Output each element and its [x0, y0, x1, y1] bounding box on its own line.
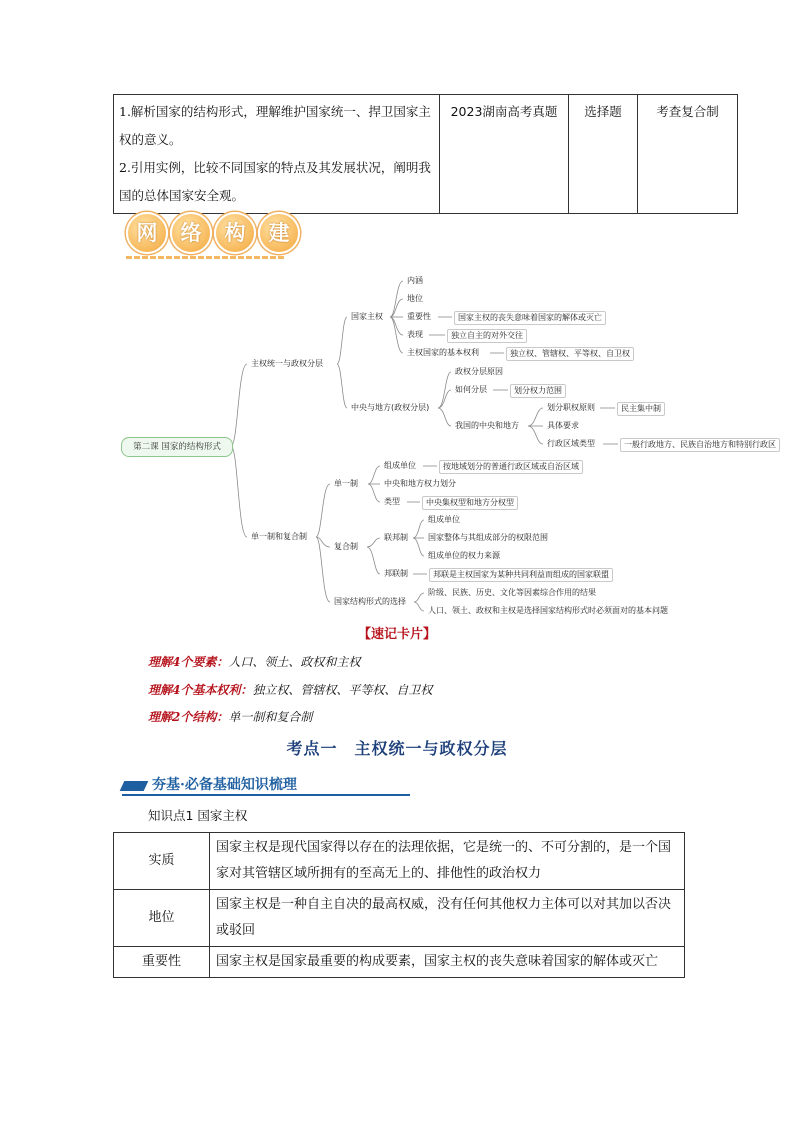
banner-char: 建: [258, 212, 300, 254]
table-row: [114, 947, 685, 978]
knowledge-point-title: 知识点1 国家主权: [148, 808, 248, 823]
node-connotation: 内涵: [407, 276, 423, 285]
subsection-rule: [122, 794, 410, 796]
memo-line-2: [148, 681, 432, 698]
node-central-local: 中央与地方(政权分层): [351, 403, 430, 412]
node-how-layer-detail: 划分权力范围: [510, 384, 566, 398]
memo-val-3: 单一制和复合制: [228, 710, 313, 724]
memo-key-2: 理解4个基本权利：: [148, 683, 253, 697]
node-importance: 重要性: [407, 312, 431, 321]
focus-cell: 考查复合制: [638, 95, 738, 214]
memo-val-2: 独立权、管辖权、平等权、自卫权: [252, 683, 433, 697]
node-unit-composition-detail: 按地域划分的普通行政区域或自治区域: [439, 460, 583, 474]
node-state-sovereignty: 国家主权: [351, 312, 383, 321]
objective-2: 2.引用实例，比较不同国家的特点及其发展状况，阐明我国的总体国家安全观。: [119, 160, 431, 203]
node-basic-rights: 主权国家的基本权利: [407, 348, 479, 357]
node-unitary-types: 类型: [384, 497, 400, 506]
table-value: 国家主权是国家最重要的构成要素，国家主权的丧失意味着国家的解体或灭亡: [210, 947, 685, 978]
node-confederation: 邦联制: [384, 569, 408, 578]
memo-line-1: [148, 653, 360, 670]
banner-char: 构: [214, 212, 256, 254]
node-structure-choice: 国家结构形式的选择: [334, 597, 406, 606]
memo-val-1: 人口、领土、政权和主权: [228, 655, 361, 669]
memo-line-3: [148, 708, 312, 725]
node-federal-source: 组成单位的权力来源: [428, 551, 500, 560]
node-choice-factor-2: 人口、领土、政权和主权是选择国家结构形式时必须面对的基本问题: [428, 606, 668, 615]
banner-char: 网: [126, 212, 168, 254]
node-principle-detail: 民主集中制: [617, 402, 665, 416]
table-row: [114, 890, 685, 947]
node-principle: 划分职权原则: [547, 403, 595, 412]
node-layer-reason: 政权分层原因: [455, 367, 503, 376]
memo-key-3: 理解2个结构：: [148, 710, 229, 724]
node-federal: 联邦制: [384, 533, 408, 542]
node-unitary: 单一制: [334, 479, 358, 488]
table-value: 国家主权是一种自主自决的最高权威，没有任何其他权力主体可以对其加以否决或驳回: [210, 890, 685, 947]
section-heading: 考点一 主权统一与政权分层: [286, 739, 508, 758]
node-how-layer: 如何分层: [455, 385, 487, 394]
node-federal-scope: 国家整体与其组成部分的权限范围: [428, 533, 548, 542]
node-power-division: 中央和地方权力划分: [384, 479, 456, 488]
node-status: 地位: [407, 294, 423, 303]
objective-1: 1.解析国家的结构形式，理解维护国家统一、捍卫国家主权的意义。: [119, 104, 431, 147]
node-manifestation-detail: 独立自主的对外交往: [447, 329, 527, 343]
node-basic-rights-detail: 独立权、管辖权、平等权、自卫权: [506, 347, 634, 361]
memo-key-1: 理解4个要素：: [148, 655, 229, 669]
node-compound: 复合制: [334, 542, 358, 551]
node-manifestation: 表现: [407, 330, 423, 339]
table-row: [114, 833, 685, 890]
node-china-central-local: 我国的中央和地方: [455, 421, 519, 430]
node-region-types-detail: 一般行政地方、民族自治地方和特别行政区: [620, 438, 780, 452]
node-unitary-types-detail: 中央集权型和地方分权型: [422, 496, 518, 510]
table-key: 地位: [114, 890, 210, 947]
question-type-cell: 选择题: [569, 95, 638, 214]
knowledge-table: [113, 832, 685, 978]
mindmap-root: 第二课 国家的结构形式: [121, 437, 233, 457]
node-federal-units: 组成单位: [428, 515, 460, 524]
table-key: 实质: [114, 833, 210, 890]
table-key: 重要性: [114, 947, 210, 978]
exam-cell: 2023湖南高考真题: [440, 95, 569, 214]
branch-sovereignty: 主权统一与政权分层: [251, 359, 323, 368]
banner-char: 络: [170, 212, 212, 254]
node-requirements: 具体要求: [547, 421, 579, 430]
node-choice-factor-1: 阶级、民族、历史、文化等因素综合作用的结果: [428, 588, 596, 597]
node-unit-composition: 组成单位: [384, 461, 416, 470]
node-confederation-detail: 邦联是主权国家为某种共同利益而组成的国家联盟: [429, 568, 613, 582]
node-region-types: 行政区域类型: [547, 439, 595, 448]
memo-card-title: 【速记卡片】: [357, 627, 436, 642]
subsection-title: 夯基·必备基础知识梳理: [152, 777, 297, 793]
subsection-marker: [120, 781, 149, 791]
table-value: 国家主权是现代国家得以存在的法理依据，它是统一的、不可分割的，是一个国家对其管辖区域所拥有的至高无上的、排他性的政治权力: [210, 833, 685, 890]
subsection-header: [122, 773, 410, 795]
branch-unitary-compound: 单一制和复合制: [251, 532, 307, 541]
node-importance-detail: 国家主权的丧失意味着国家的解体或灭亡: [454, 311, 606, 325]
